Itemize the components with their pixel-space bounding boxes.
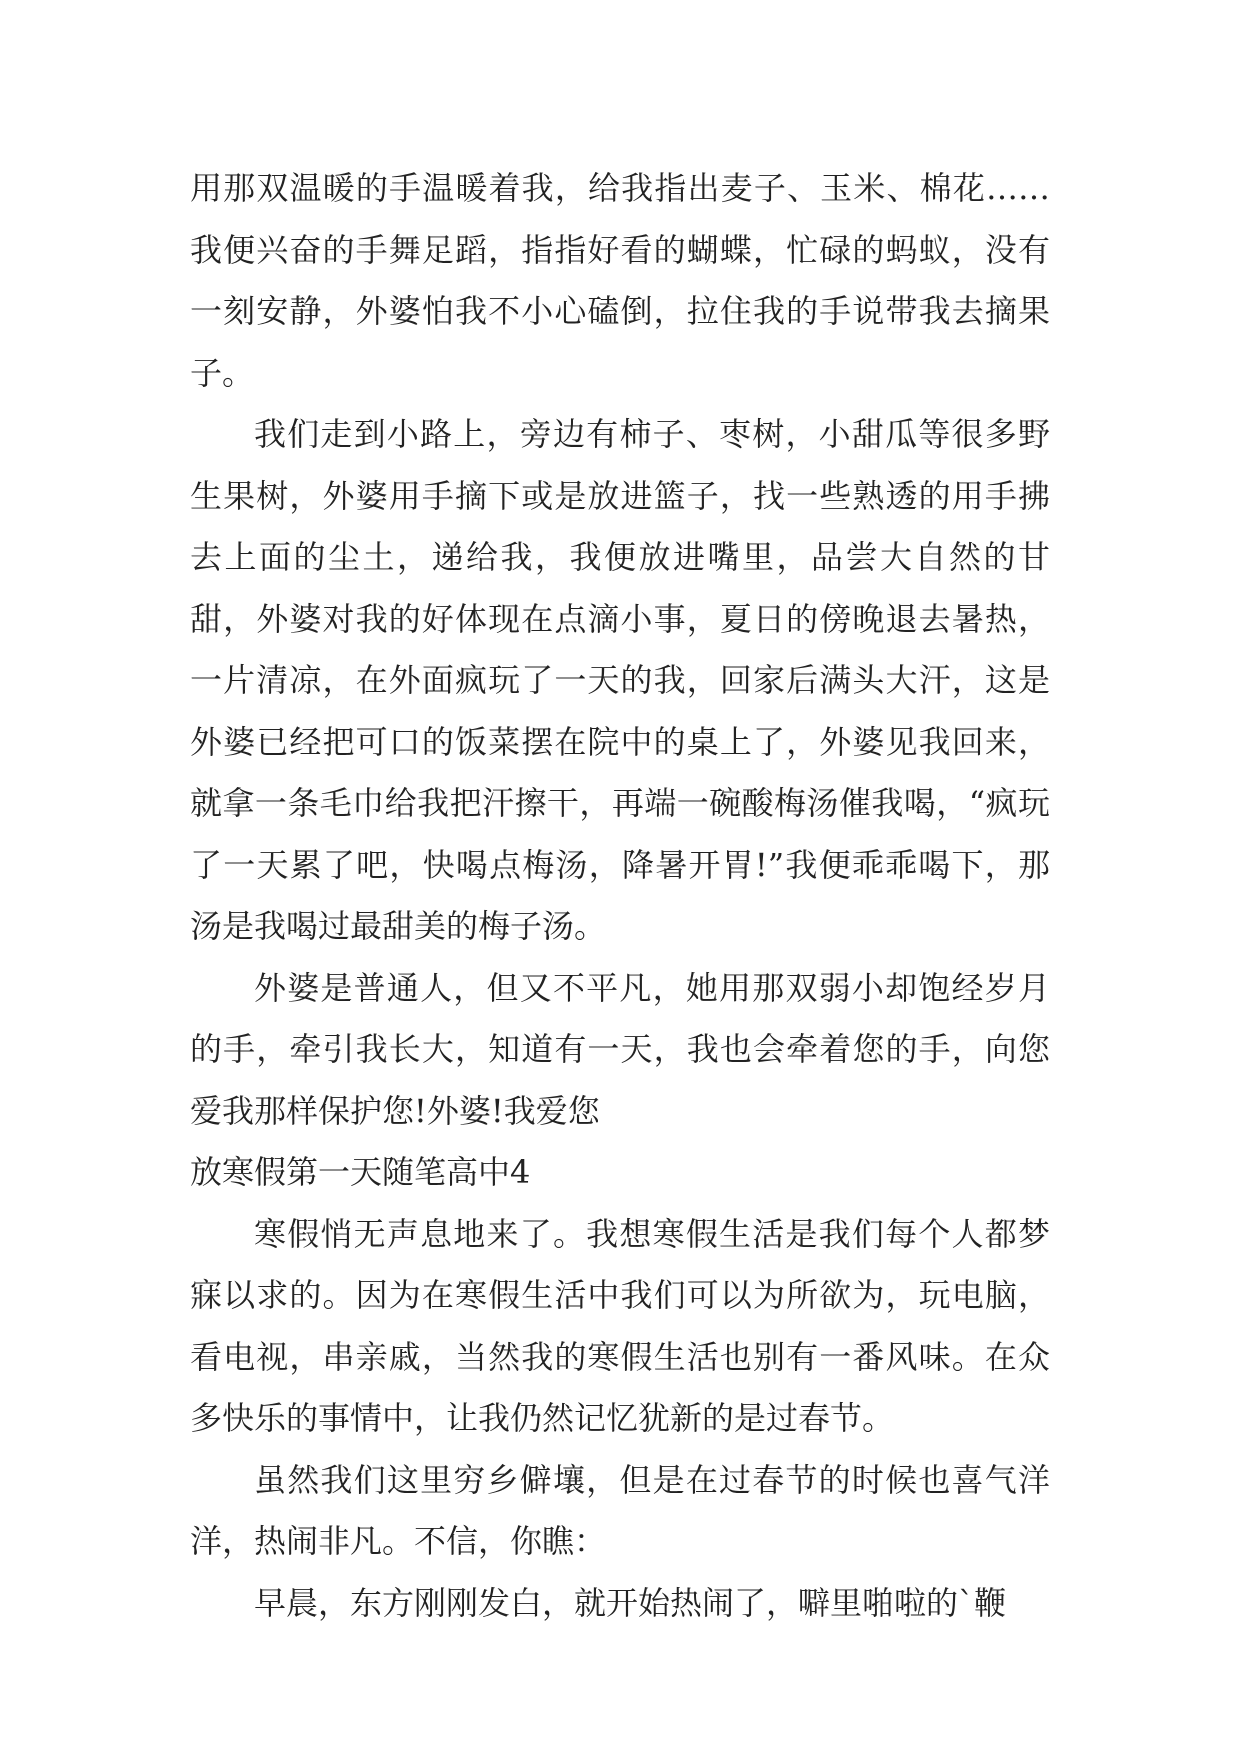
paragraph-morning-firecrackers: 早晨，东方刚刚发白，就开始热闹了，噼里啪啦的`鞭 — [254, 1583, 1007, 1622]
section-title: 放寒假第一天随笔高中4 — [190, 1153, 531, 1191]
paragraph-grandma-conclusion: 外婆是普通人，但又不平凡，她用那双弱小却饱经岁月的手，牵引我长大，知道有一天，我也会牵着您的手，向您爱我那样保护您!外婆!我爱您 — [190, 968, 1050, 1130]
paragraph-spring-festival: 虽然我们这里穷乡僻壤，但是在过春节的时候也喜气洋洋，热闹非凡。不信，你瞧： — [190, 1460, 1050, 1560]
paragraph-winter-vacation-intro: 寒假悄无声息地来了。我想寒假生活是我们每个人都梦寐以求的。因为在寒假生活中我们可以为所欲为，玩电脑，看电视，串亲戚，当然我的寒假生活也别有一番风味。在众多快乐的事情中，让我仍然记忆犹新的是过春节。 — [190, 1214, 1050, 1437]
paragraph-continuation: 用那双温暖的手温暖着我，给我指出麦子、玉米、棉花……我便兴奋的手舞足蹈，指指好看的蝴蝶，忙碌的蚂蚁，没有一刻安静，外婆怕我不小心磕倒，拉住我的手说带我去摘果子。 — [190, 169, 1050, 392]
document-body — [190, 158, 1050, 1634]
paragraph-fruit-picking: 我们走到小路上，旁边有柿子、枣树，小甜瓜等很多野生果树，外婆用手摘下或是放进篮子，找一些熟透的用手拂去上面的尘土，递给我，我便放进嘴里，品尝大自然的甘甜，外婆对我的好体现在点滴小事，夏日的傍晚退去暑热，一片清凉，在外面疯玩了一天的我，回家后满头大汗，这是外婆已经把可口的饭菜摆在院中的桌上了，外婆见我回来，就拿一条毛巾给我把汗擦干，再端一碗酸梅汤催我喝，“疯玩了一天累了吧，快喝点梅汤，降暑开胃!”我便乖乖喝下，那汤是我喝过最甜美的梅子汤。 — [190, 415, 1050, 945]
